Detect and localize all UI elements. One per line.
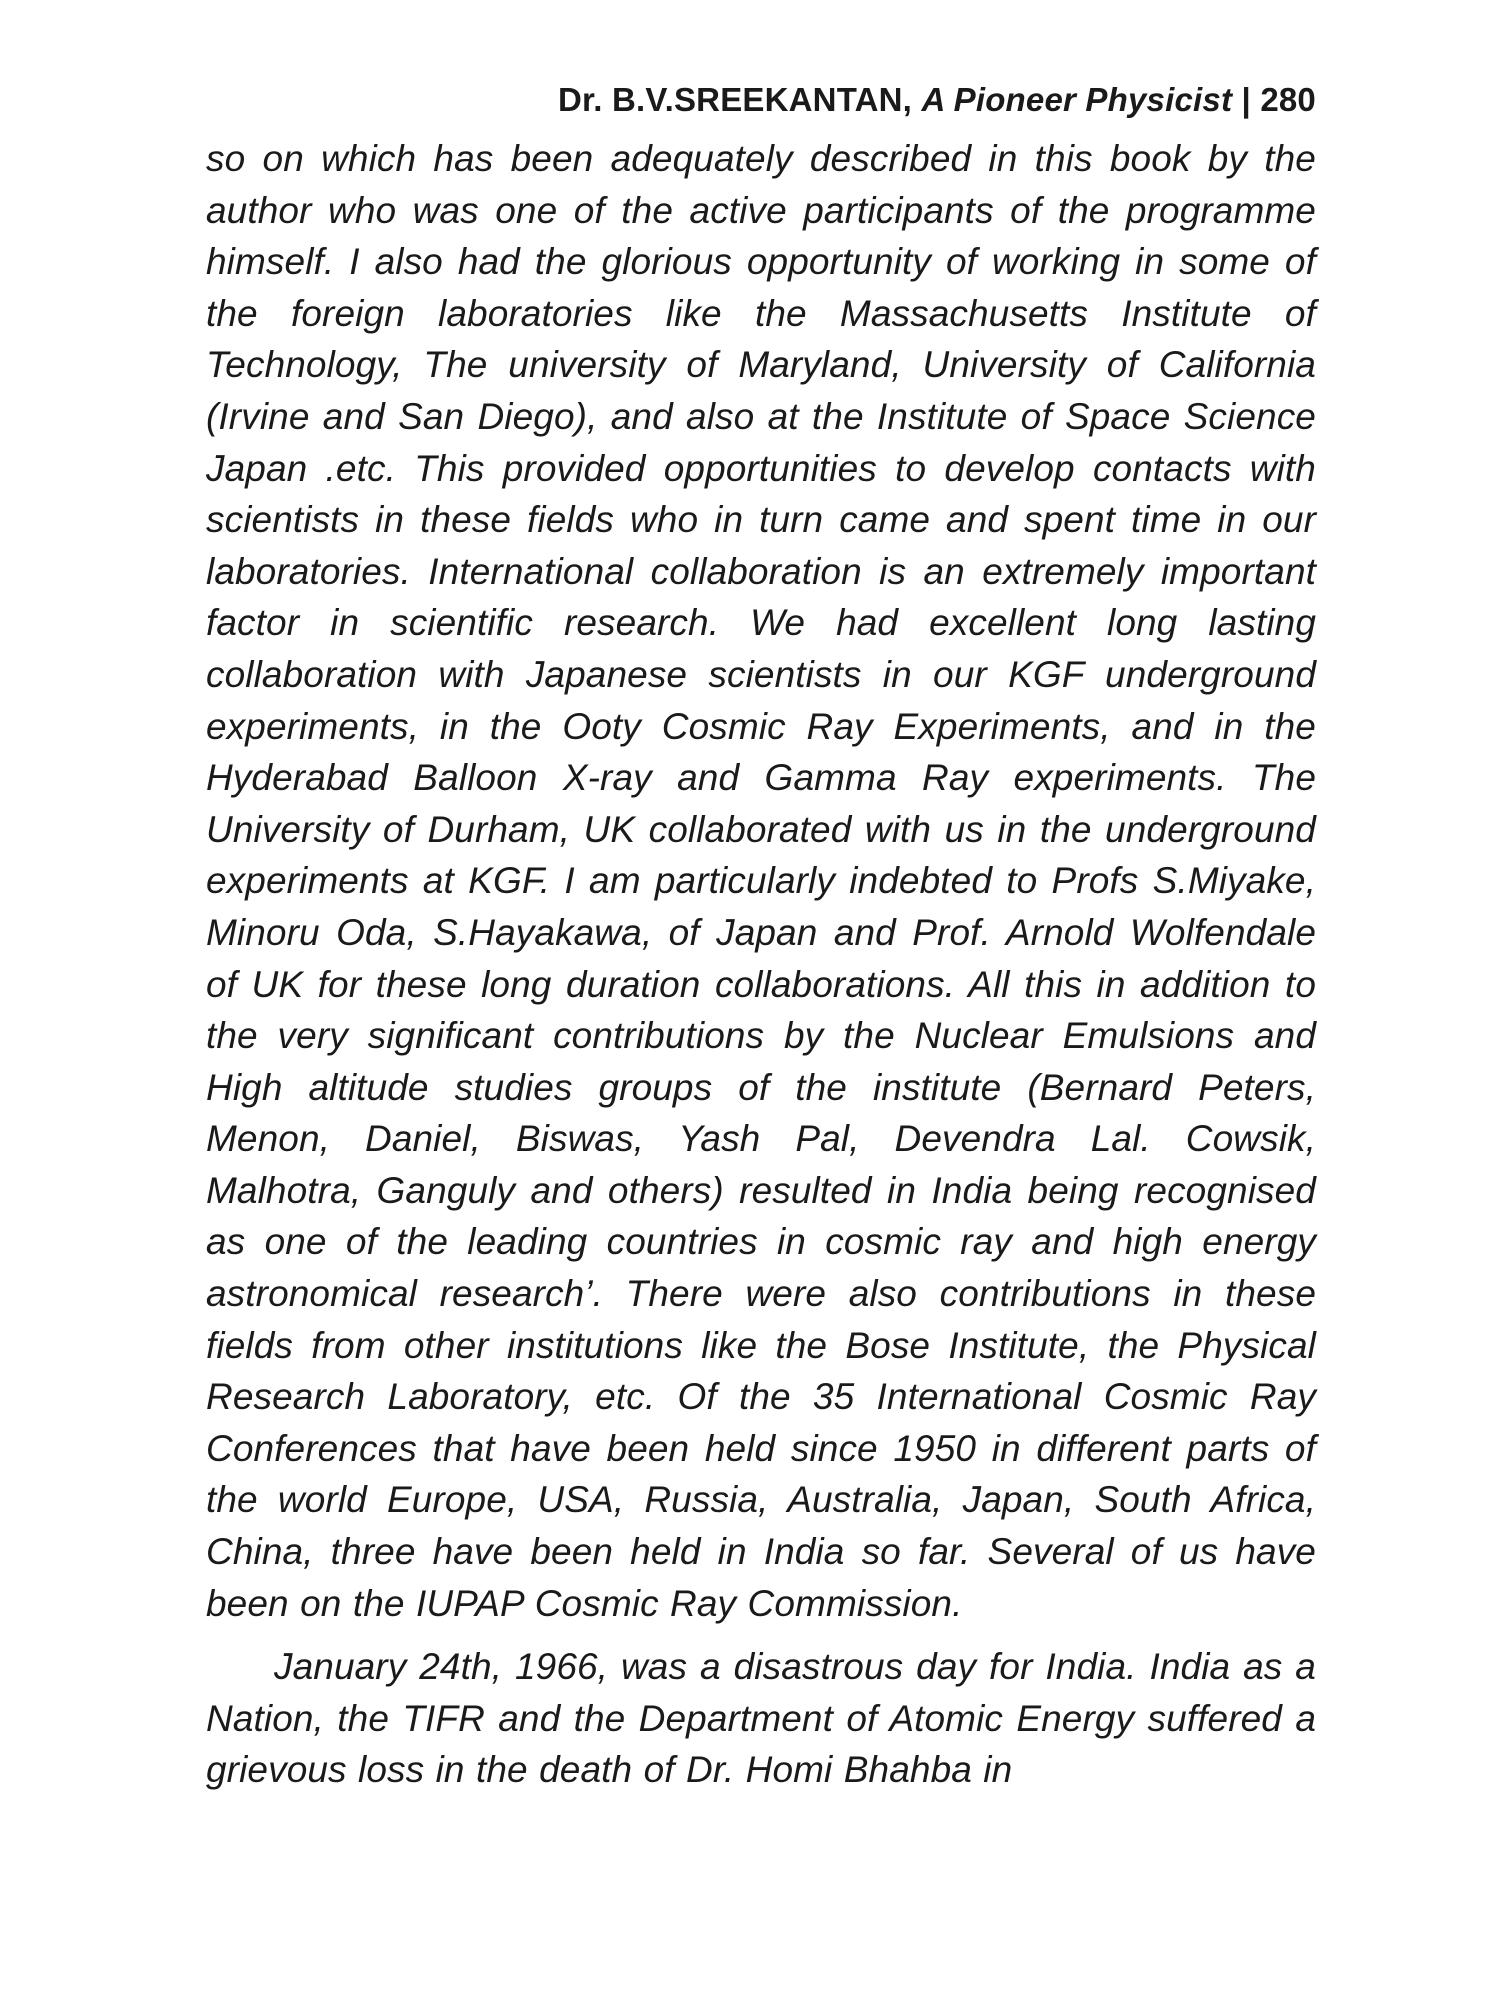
running-header [206, 76, 1316, 124]
header-page-number: 280 [1260, 81, 1316, 118]
paragraph-bhabha: January 24th, 1966, was a disastrous day for India. India as a Nation, the TIFR and the Department of Atomic Energy suffered a grievous loss in the death of Dr. Homi Bhahba in [206, 1646, 1316, 1791]
header-author: Dr. B.V.SREEKANTAN, [558, 81, 913, 118]
header-separator: | [1241, 81, 1251, 118]
paragraph-collaborations: so on which has been adequately described in this book by the author who was one of the active participants of the programme himself. I also had the glorious opportunity of working in some of the foreign laboratories like the Massachusetts Institute of Technology, The university of Maryland, University of California (Irvine and San Diego), and also at the Institute of Space Science Japan .etc. This provided opportunities to develop contacts with scientists in these fields who in turn came and spent time in our laboratories. International collaboration is an extremely important factor in scientific research. We had excellent long lasting collaboration with Japanese scientists in our KGF underground experiments, in the Ooty Cosmic Ray Experiments, and in the Hyderabad Balloon X-ray and Gamma Ray experiments. The University of Durham, UK collaborated with us in the underground experiments at KGF. I am particularly indebted to Profs S.Miyake, Minoru Oda, S.Hayakawa, of Japan and Prof. Arnold Wolfendale of UK for these long duration collaborations. All this in addition to the very significant contributions by the Nuclear Emulsions and High altitude studies groups of the institute (Bernard Peters, Menon, Daniel, Biswas, Yash Pal, Devendra Lal. Cowsik, Malhotra, Ganguly and others) resulted in India being recognised as one of the leading countries in cosmic ray and high energy astronomical research’. There were also contributions in these fields from other institutions like the Bose Institute, the Physical Research Laboratory, etc. Of the 35 International Cosmic Ray Conferences that have been held since 1950 in different parts of the world Europe, USA, Russia, Australia, Japan, South Africa, China, three have been held in India so far. Several of us have been on the IUPAP Cosmic Ray Commission. [206, 138, 1316, 1624]
document-page [206, 76, 1316, 1976]
header-book-title: A Pioneer Physicist [921, 81, 1233, 118]
